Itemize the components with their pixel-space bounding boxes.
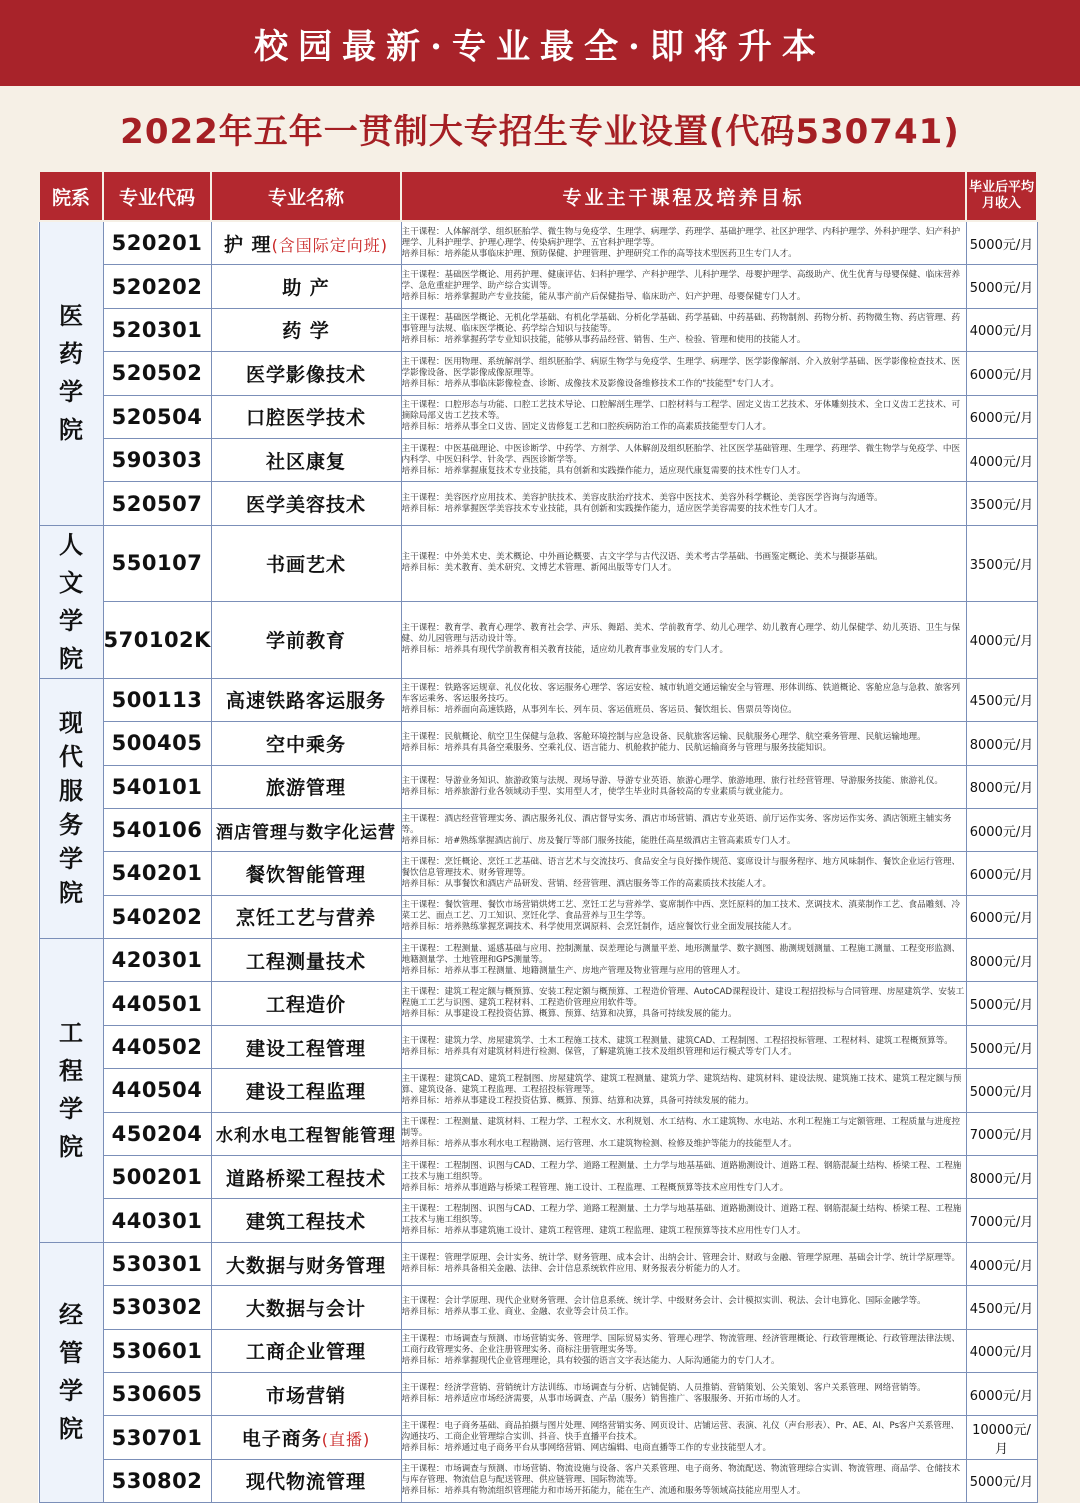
training-goal: 培养目标：培养从事全口义齿、固定义齿修复工艺和口腔疾病防治工作的高素质技能型专门人才。 (401, 422, 772, 433)
course-description (401, 1025, 966, 1068)
course-list: 主干课程：医用物理、系统解剖学、组织胚胎学、病原生物学与免疫学、生理学、病理学、医学影像解剖、介入放射学基础、医学影像检查技术、医学影像设备、医学影像成像原理等。 (401, 356, 961, 378)
course-list: 主干课程：中外美术史、美术概论、中外画论概要、古文字学与古代汉语、美术考古学基础、书画鉴定概论、美术与摄影基础。 (401, 552, 883, 563)
training-goal: 培养目标：培养具有物流组织管理能力和市场开拓能力，能在生产、流通和服务等领域高技能应用型人才。 (401, 1486, 806, 1497)
major-name-cell (211, 265, 401, 308)
training-goal: 培养目标：培养从事建设工程投资估算、概算、预算、结算和决算，具备可持续发展的能力。 (401, 1095, 754, 1106)
major-code: 520507 (103, 482, 211, 525)
salary-value: 5000元/月 (966, 221, 1037, 265)
training-goal: 培养目标：培养从事工业、商业、金融、农业等会计员工作。 (401, 1307, 634, 1318)
salary-value: 7000元/月 (966, 1112, 1037, 1155)
department-cell (39, 1242, 103, 1502)
course-description (401, 1459, 966, 1502)
training-goal: 培养目标：培#熟练掌握酒店前厅、房及餐厅等部门服务技能，能胜任高星级酒店主管高素质专门人才。 (401, 835, 796, 846)
major-name-cell (211, 722, 401, 765)
course-description (401, 1242, 966, 1285)
major-name-cell (211, 1199, 401, 1242)
major-name-cell (211, 982, 401, 1025)
salary-value: 4500元/月 (966, 678, 1037, 721)
major-name-cell (211, 765, 401, 808)
major-code: 450204 (103, 1112, 211, 1155)
table-row (39, 308, 1037, 351)
salary-value: 5000元/月 (966, 1025, 1037, 1068)
major-name: 药 学 (282, 320, 330, 343)
course-description (401, 482, 966, 525)
course-description (401, 939, 966, 982)
course-list: 主干课程：民航概论、航空卫生保健与急救、客舱环境控制与应急设备、民航旅客运输、民航服务心理学、航空乘务管理、民航运输地理。 (401, 732, 926, 743)
course-description (401, 438, 966, 481)
salary-value: 4000元/月 (966, 308, 1037, 351)
major-code: 550107 (103, 525, 211, 602)
salary-value: 6000元/月 (966, 395, 1037, 438)
table-row (39, 722, 1037, 765)
training-goal: 培养目标：培养掌握药学专业知识技能，能够从事药品经营、销售、生产、检验、管理和使用的技能人才。 (401, 335, 806, 346)
course-list: 主干课程：建筑CAD、建筑工程制图、房屋建筑学、建筑工程测量、建筑力学、建筑结构、建筑材料、建设法规、建筑施工技术、建筑工程定额与预算、建筑设备、建筑工程监理、工程招投标管理等。 (401, 1073, 962, 1095)
training-goal: 培养目标：培养适应市场经济需要，从事市场调查、产品（服务）销售推广、客服服务、开拓市场的人才。 (401, 1394, 806, 1405)
training-goal: 培养目标：培养能从事临床护理、预防保健、护理管理、护理研究工作的高等技术型医药卫生专门人才。 (401, 248, 797, 259)
salary-value: 6000元/月 (966, 1372, 1037, 1415)
training-goal: 培养目标：培养从事工程测量、地籍测量生产、房地产管理及物业管理与应用的管理人才。 (401, 965, 746, 976)
salary-value: 7000元/月 (966, 1199, 1037, 1242)
major-code: 500201 (103, 1156, 211, 1199)
training-goal: 培养目标：培养具有现代学前教育相关教育技能，适应幼儿教育事业发展的专门人才。 (401, 645, 729, 656)
major-name: 社区康复 (265, 450, 346, 473)
course-list: 主干课程：人体解剖学、组织胚胎学、微生物与免疫学、生理学、病理学、药理学、基础护理学、社区护理学、内科护理学、外科护理学、妇产科护理学、儿科护理学、护理心理学、传染病护理学、五官科护理学等。 (401, 226, 961, 248)
major-name-cell (211, 525, 401, 602)
course-list: 主干课程：基础医学概论、无机化学基础、有机化学基础、分析化学基础、药学基础、中药基础、药物制剂、药物分析、药物微生物、药店管理、药事管理与法规、临床医学概论、药学综合知识与技能等。 (401, 313, 961, 335)
salary-value: 5000元/月 (966, 1069, 1037, 1112)
department-cell (39, 939, 103, 1243)
course-description (401, 1329, 966, 1372)
major-code: 420301 (103, 939, 211, 982)
salary-value: 6000元/月 (966, 852, 1037, 895)
major-name-cell (211, 438, 401, 481)
table-row (39, 895, 1037, 938)
table-row (39, 678, 1037, 721)
major-name-cell (211, 395, 401, 438)
major-code: 590303 (103, 438, 211, 481)
training-goal: 培养目标：培养掌握康复技术专业技能，具有创新和实践操作能力，适应现代康复需要的技术性专门人才。 (401, 465, 806, 476)
major-code: 520504 (103, 395, 211, 438)
major-name: 旅游管理 (265, 777, 346, 800)
table-row (39, 982, 1037, 1025)
training-goal: 培养目标：从事建设工程投资估算、概算、预算、结算和决算，具备可持续发展的能力。 (401, 1009, 737, 1020)
major-code: 520202 (103, 265, 211, 308)
major-name-cell (211, 308, 401, 351)
table-row (39, 1242, 1037, 1285)
salary-value: 8000元/月 (966, 765, 1037, 808)
major-name: 助 产 (282, 277, 330, 300)
table-row (39, 482, 1037, 525)
major-name: 酒店管理与数字化运营 (216, 822, 396, 843)
major-code: 530601 (103, 1329, 211, 1372)
course-list: 主干课程：市场调查与预测、市场营销实务、管理学、国际贸易实务、管理心理学、物流管理、经济管理概论、行政管理概论、行政管理法律法规、工商行政管理实务、企业注册管理实务、商标注册管理实务等。 (401, 1334, 961, 1356)
table-row (39, 852, 1037, 895)
course-list: 主干课程：建筑力学、房屋建筑学、土木工程施工技术、建筑工程测量、建筑CAD、工程制图、工程招投标管理、工程材料、建筑工程概预算等。 (401, 1036, 953, 1047)
training-goal: 培养目标：培养掌握现代企业管理理论，具有较强的语言文字表达能力、人际沟通能力的专门人才。 (401, 1356, 780, 1367)
course-list: 主干课程：铁路客运规章、礼仪化妆、客运服务心理学、客运安检、城市轨道交通运输安全与管理、形体训练、铁道概论、客舱应急与急救、旅客列车客运乘务、客运服务技巧。 (401, 683, 961, 705)
table-row (39, 1329, 1037, 1372)
table-row (39, 808, 1037, 851)
course-list: 主干课程：餐饮管理、餐饮市场营销烘烤工艺、烹饪工艺与营养学、宴席制作中西、烹饪原料的加工技术、烹调技术、滇菜制作工艺、食品雕刻、冷菜工艺、面点工艺、刀工知识、烹饪化学、食品营养与卫生学等。 (401, 900, 961, 922)
major-table (38, 170, 1038, 1503)
course-list: 主干课程：中医基础理论、中医诊断学、中药学、方剂学、人体解剖及组织胚胎学、社区医学基础管理、生理学、药理学、微生物学与免疫学、中医内科学、中医妇科学、针灸学、西医诊断学等。 (401, 443, 961, 465)
major-code: 520201 (103, 221, 211, 265)
major-name: 道路桥梁工程技术 (225, 1167, 386, 1190)
major-name-cell (211, 852, 401, 895)
major-name: 建设工程监理 (245, 1080, 366, 1103)
training-goal: 培养目标：培养通过电子商务平台从事网络营销、网店编辑、电商直播等工作的专业技能型人才。 (401, 1443, 772, 1454)
department-name: 工程学院 (59, 1018, 83, 1162)
department-name: 人文学院 (59, 529, 83, 673)
major-name: 大数据与会计 (245, 1297, 366, 1320)
salary-value: 3500元/月 (966, 525, 1037, 602)
major-code: 540201 (103, 852, 211, 895)
salary-value: 4000元/月 (966, 1242, 1037, 1285)
major-code: 530301 (103, 1242, 211, 1285)
major-name: 医学美容技术 (245, 494, 366, 517)
major-name: 大数据与财务管理 (225, 1254, 386, 1277)
course-list: 主干课程：工程测量、建筑材料、工程力学、工程水文、水利规划、水工结构、水工建筑物、水电站、水利工程施工与定额管理、工程质量与进度控制等。 (401, 1117, 961, 1139)
table-row (39, 1286, 1037, 1329)
training-goal: 培养目标：培养从事水利水电工程勘测、运行管理、水工建筑物检测、检修及维护等能力的技能型人才。 (401, 1139, 797, 1150)
major-name-cell (211, 602, 401, 679)
course-description (401, 1112, 966, 1155)
major-name: 建设工程管理 (245, 1037, 366, 1060)
major-name: 工程造价 (265, 994, 346, 1017)
salary-value: 10000元/月 (966, 1416, 1037, 1459)
training-goal: 培养目标：培养掌握助产专业技能，能从事产前产后保健指导、临床助产、妇产护理、母婴保健专门人才。 (401, 292, 806, 303)
course-list: 主干课程：工程制图、识图与CAD、工程力学、道路工程测量、土力学与地基基础、道路勘测设计、道路工程、钢筋混凝土结构、桥梁工程、工程施工技术与施工组织等。 (401, 1160, 962, 1182)
department-cell (39, 221, 103, 525)
major-name: 建筑工程技术 (245, 1211, 366, 1234)
course-description (401, 395, 966, 438)
major-name: 高速铁路客运服务 (225, 690, 386, 713)
course-description (401, 265, 966, 308)
major-code: 530701 (103, 1416, 211, 1459)
major-code: 530605 (103, 1372, 211, 1415)
course-description (401, 308, 966, 351)
training-goal: 培养目标：培养从事道路与桥梁工程管理、施工设计、工程监理、工程概预算等技术应用性专门人才。 (401, 1182, 789, 1193)
department-name: 医药学院 (59, 301, 83, 445)
salary-value: 4000元/月 (966, 602, 1037, 679)
table-row (39, 1199, 1037, 1242)
major-name-cell (211, 1025, 401, 1068)
course-description (401, 895, 966, 938)
course-list: 主干课程：建筑工程定额与概预算、安装工程定额与概预算、工程造价管理、AutoCAD课程设计、建设工程招投标与合同管理、房屋建筑学、安装工程施工工艺与识图、建筑工程材料、工程造价管理应用软件等。 (401, 987, 965, 1009)
course-description (401, 678, 966, 721)
course-list: 主干课程：管理学原理、会计实务、统计学、财务管理、成本会计、出纳会计、管理会计、财政与金融、管理学原理、基础会计学、统计学原理等。 (401, 1253, 961, 1263)
major-name-cell (211, 678, 401, 721)
course-list: 主干课程：经济学营销、营销统计方法训练、市场调查与分析、店铺促销、人员推销、营销策划、公关策划、客户关系管理、网络营销等。 (401, 1383, 926, 1394)
training-goal: 培养目标：培养具有具备空乘服务、空乘礼仪、语言能力、机舱救护能力、民航运输商务与管理与服务技能知识。 (401, 743, 832, 754)
course-list: 主干课程：美容医疗应用技术、美容护肤技术、美容皮肤治疗技术、美容中医技术、美容外科学概论、美容医学咨询与沟通等。 (401, 492, 883, 503)
table-row (39, 265, 1037, 308)
salary-value: 6000元/月 (966, 895, 1037, 938)
course-description (401, 525, 966, 602)
major-code: 540106 (103, 808, 211, 851)
salary-value: 5000元/月 (966, 982, 1037, 1025)
training-goal: 培养目标：培养熟练掌握烹调技术、科学使用烹调原料、会烹饪制作，适应餐饮行业全面发展技能人才。 (401, 922, 797, 933)
course-list: 主干课程：市场调查与预测、市场营销、物流设施与设备、客户关系管理、电子商务、物流配送、物流管理综合实训、物流管理、商品学、仓储技术与库存管理、物流信息与配送管理、供应链管理、国际物流等。 (401, 1464, 961, 1486)
course-description (401, 352, 966, 395)
major-name-cell (211, 895, 401, 938)
table-row (39, 1459, 1037, 1502)
salary-value: 5000元/月 (966, 1459, 1037, 1502)
course-description (401, 1069, 966, 1112)
course-description (401, 852, 966, 895)
course-list: 主干课程：导游业务知识、旅游政策与法规、现场导游、导游专业英语、旅游心理学、旅游地理、旅行社经营管理、导游服务技能、旅游礼仪。 (401, 775, 943, 786)
department-name: 现代服务学院 (59, 708, 83, 908)
course-description (401, 1372, 966, 1415)
course-description (401, 602, 966, 679)
department-cell (39, 525, 103, 678)
course-description (401, 221, 966, 265)
major-name-cell (211, 808, 401, 851)
header-name: 专业名称 (211, 171, 401, 221)
course-description (401, 808, 966, 851)
salary-value: 4000元/月 (966, 1329, 1037, 1372)
course-description (401, 1199, 966, 1242)
header-salary: 毕业后平均月收入 (966, 171, 1037, 221)
table-row (39, 221, 1037, 265)
table-body (39, 221, 1037, 1503)
major-name-note: (含国际定向班) (271, 235, 389, 255)
header-dept: 院系 (39, 171, 103, 221)
table-row (39, 395, 1037, 438)
salary-value: 4000元/月 (966, 438, 1037, 481)
training-goal: 培养目标：培养从事临床影像检查、诊断、成像技术及影像设备维修技术工作的"技能型"专门人才。 (401, 378, 779, 389)
header-code: 专业代码 (103, 171, 211, 221)
major-name-note: (直播) (321, 1430, 371, 1450)
major-name: 空中乘务 (265, 733, 346, 756)
training-goal: 培养目标：从事餐饮和酒店产品研发、营销、经营管理、酒店服务等工作的高素质技术技能人才。 (401, 878, 772, 889)
major-name-cell (211, 1286, 401, 1329)
course-list: 主干课程：工程测量、遥感基础与应用、控制测量、误差理论与测量平差、地形测量学、数字测图、勘测规划测量、工程施工测量、工程变形监测、地籍测量学、土地管理和GPS测量等。 (401, 943, 961, 965)
page-title: 2022年五年一贯制大专招生专业设置(代码530741) (120, 111, 960, 152)
course-list: 主干课程：电子商务基础、商品拍摄与图片处理、网络营销实务、网页设计、店铺运营、表演、礼仪（声台形表）、Pr、AE、AI、Ps客户关系管理、沟通技巧、工商企业管理综合实训、抖音、快手直播平台技术。 (401, 1421, 960, 1443)
header-course: 专业主干课程及培养目标 (401, 171, 966, 221)
table-row (39, 765, 1037, 808)
salary-value: 5000元/月 (966, 265, 1037, 308)
major-code: 520301 (103, 308, 211, 351)
table-row (39, 1156, 1037, 1199)
training-goal: 培养目标：培养掌握医学美容技术专业技能，具有创新和实践操作能力，适应医学美容需要的技术性专门人才。 (401, 503, 823, 514)
table-row (39, 1416, 1037, 1459)
table-row (39, 602, 1037, 679)
training-goal: 培养目标：培养具有对建筑材料进行检测、保管，了解建筑施工技术及组织管理和运行模式等专门人才。 (401, 1047, 797, 1058)
major-name: 烹饪工艺与营养 (235, 907, 376, 930)
salary-value: 6000元/月 (966, 808, 1037, 851)
course-description (401, 1286, 966, 1329)
salary-value: 8000元/月 (966, 939, 1037, 982)
major-code: 540202 (103, 895, 211, 938)
major-code: 530802 (103, 1459, 211, 1502)
course-list: 主干课程：烹饪概论、烹饪工艺基础、语言艺术与交流技巧、食品安全与良好操作规范、宴席设计与服务程序、地方风味制作、餐饮企业运行管理、餐饮信息管理技术、财务管理等。 (401, 856, 961, 878)
major-code: 520502 (103, 352, 211, 395)
training-goal: 培养目标：培养从事建筑施工设计、建筑工程管理、建筑工程监理、建筑工程预算等技术应用性专门人才。 (401, 1226, 806, 1237)
major-code: 440501 (103, 982, 211, 1025)
major-name-cell (211, 482, 401, 525)
salary-value: 3500元/月 (966, 482, 1037, 525)
table-row (39, 352, 1037, 395)
major-name: 书画艺术 (265, 553, 346, 576)
salary-value: 4500元/月 (966, 1286, 1037, 1329)
table-header-row (39, 171, 1037, 221)
table-row (39, 1372, 1037, 1415)
major-code: 530302 (103, 1286, 211, 1329)
training-goal: 培养目标：培养旅游行业各领域动手型、实用型人才，使学生毕业时具备较高的专业素质与就业能力。 (401, 786, 789, 797)
course-list: 主干课程：会计学原理、现代企业财务管理、会计信息系统、统计学、中级财务会计、会计模拟实训、税法、会计电算化、国际金融学等。 (401, 1296, 926, 1307)
major-name: 工程测量技术 (245, 950, 366, 973)
course-description (401, 765, 966, 808)
major-name-cell (211, 939, 401, 982)
major-name-cell (211, 1329, 401, 1372)
table-row (39, 1112, 1037, 1155)
course-description (401, 1416, 966, 1459)
major-name: 餐饮智能管理 (245, 863, 366, 886)
major-name-cell (211, 1459, 401, 1502)
major-name: 学前教育 (265, 630, 346, 653)
salary-value: 8000元/月 (966, 722, 1037, 765)
training-goal: 培养目标：美术教育、美术研究、文博艺术管理、新闻出版等专门人才。 (401, 563, 677, 574)
header-banner: 校园最新·专业最全·即将升本 (0, 0, 1080, 86)
major-name: 水利水电工程智能管理 (216, 1126, 396, 1147)
major-name-cell (211, 1069, 401, 1112)
course-description (401, 982, 966, 1025)
major-name-cell (211, 1156, 401, 1199)
major-name-cell (211, 1242, 401, 1285)
major-name-cell (211, 352, 401, 395)
course-description (401, 1156, 966, 1199)
course-list: 主干课程：教育学、教育心理学、教育社会学、声乐、舞蹈、美术、学前教育学、幼儿心理学、幼儿教育心理学、幼儿保健学、幼儿英语、卫生与保健、幼儿园管理与活动设计等。 (401, 623, 961, 645)
major-code: 570102K (103, 602, 211, 679)
course-list: 主干课程：基础医学概论、用药护理、健康评估、妇科护理学、产科护理学、儿科护理学、母婴护理学、高级助产、优生优育与母婴保健、临床营养学、急危重症护理学、助产综合实训等。 (401, 270, 961, 292)
major-code: 500405 (103, 722, 211, 765)
table-row (39, 525, 1037, 602)
major-name: 工商企业管理 (245, 1341, 366, 1364)
course-list: 主干课程：酒店经营管理实务、酒店服务礼仪、酒店督导实务、酒店市场营销、酒店专业英语、前厅运作实务、客房运作实务、酒店领班主辅实务等。 (401, 813, 952, 835)
major-name: 口腔医学技术 (245, 407, 366, 430)
major-name: 医学影像技术 (245, 363, 366, 386)
salary-value: 6000元/月 (966, 352, 1037, 395)
table-row (39, 1069, 1037, 1112)
training-goal: 培养目标：培养具备相关金融、法律、会计信息系统软件应用、财务报表分析能力的人才。 (401, 1264, 746, 1274)
department-cell (39, 678, 103, 938)
salary-value: 8000元/月 (966, 1156, 1037, 1199)
training-goal: 培养目标：培养面向高速铁路，从事列车长、列车员、客运值班员、客运员、餐饮组长、售票员等岗位。 (401, 705, 797, 716)
major-name-cell (211, 1112, 401, 1155)
major-name-cell (211, 1372, 401, 1415)
major-name: 电子商务 (241, 1428, 322, 1451)
major-name: 现代物流管理 (245, 1471, 366, 1494)
major-code: 500113 (103, 678, 211, 721)
major-name: 护 理 (223, 233, 272, 256)
department-name: 经管学院 (59, 1300, 83, 1444)
course-list: 主干课程：工程制图、识图与CAD、工程力学、道路工程测量、土力学与地基基础、道路勘测设计、道路工程、钢筋混凝土结构、桥梁工程、工程施工技术与施工组织等。 (401, 1204, 962, 1226)
major-code: 540101 (103, 765, 211, 808)
major-code: 440502 (103, 1025, 211, 1068)
major-name: 市场营销 (265, 1384, 346, 1407)
major-code: 440504 (103, 1069, 211, 1112)
course-description (401, 722, 966, 765)
major-code: 440301 (103, 1199, 211, 1242)
table-row (39, 1025, 1037, 1068)
table-row (39, 438, 1037, 481)
major-name-cell (211, 221, 401, 265)
course-list: 主干课程：口腔形态与功能、口腔工艺技术导论、口腔解剖生理学、口腔材料与工程学、固定义齿工艺技术、牙体雕刻技术、全口义齿工艺技术、可摘除局部义齿工艺技术等。 (401, 400, 961, 422)
major-name-cell (211, 1416, 401, 1459)
table-row (39, 939, 1037, 982)
